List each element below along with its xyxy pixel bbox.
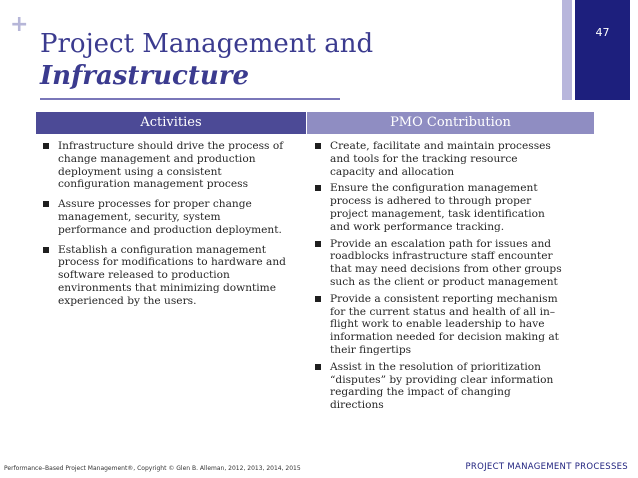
list-item bbox=[312, 238, 564, 289]
list-item-text: Provide a consistent reporting mechanism for the current status and health of all in–flight work to enable leadership to have information needed for decision making at their fingertips bbox=[330, 292, 559, 356]
list-item-text: Assist in the resolution of prioritization “disputes” by providing clear information regarding the impact of changing directions bbox=[330, 360, 554, 412]
activities-header: Activities bbox=[36, 112, 306, 134]
list-item bbox=[40, 140, 290, 191]
list-item bbox=[312, 293, 564, 357]
list-item-text: Assure processes for proper change management, security, system performance and production deployment. bbox=[58, 198, 282, 236]
bullet-icon bbox=[315, 185, 321, 191]
list-item-text: Infrastructure should drive the process of change management and production deployment using a consistent configuration management process bbox=[58, 140, 284, 191]
footer-section-title: PROJECT MANAGEMENT PROCESSES bbox=[465, 462, 628, 472]
list-item-text: Establish a configuration management process for modifications to hardware and software released to production environments that minimizing downtime experienced by the users. bbox=[58, 243, 286, 307]
bullet-icon bbox=[315, 143, 321, 149]
bullet-icon bbox=[315, 296, 321, 302]
plus-mark: + bbox=[10, 12, 29, 37]
accent-bar-light bbox=[562, 0, 572, 100]
list-item-text: Provide an escalation path for issues and roadblocks infrastructure staff encounter that may need decisions from other groups such as the client or product management bbox=[330, 237, 562, 288]
bullet-icon bbox=[315, 241, 321, 247]
title-line-2: Infrastructure bbox=[40, 61, 250, 91]
accent-bar-dark bbox=[575, 0, 630, 100]
list-item-text: Ensure the configuration management process is adhered to through proper project management, task identification and work performance tracking. bbox=[330, 182, 545, 233]
bullet-icon bbox=[43, 247, 49, 253]
pmo-contribution-header: PMO Contribution bbox=[307, 112, 594, 134]
list-item bbox=[312, 182, 564, 233]
footer-copyright: Performance–Based Project Management®, Copyright © Glen B. Alleman, 2012, 2013, 2014, 2015 bbox=[4, 465, 301, 472]
list-item-text: Create, facilitate and maintain processes and tools for the tracking resource capacity and allocation bbox=[330, 140, 551, 178]
title-underline bbox=[40, 98, 340, 100]
bullet-icon bbox=[43, 143, 49, 149]
page-number: 47 bbox=[595, 26, 610, 39]
list-item bbox=[312, 361, 564, 412]
bullet-icon bbox=[43, 201, 49, 207]
slide-title bbox=[40, 28, 500, 92]
bullet-icon bbox=[315, 364, 321, 370]
list-item bbox=[40, 198, 290, 236]
pmo-contribution-list bbox=[312, 140, 564, 416]
list-item bbox=[312, 140, 564, 178]
title-line-1: Project Management and bbox=[40, 29, 374, 59]
activities-list bbox=[40, 140, 290, 315]
list-item bbox=[40, 244, 290, 308]
